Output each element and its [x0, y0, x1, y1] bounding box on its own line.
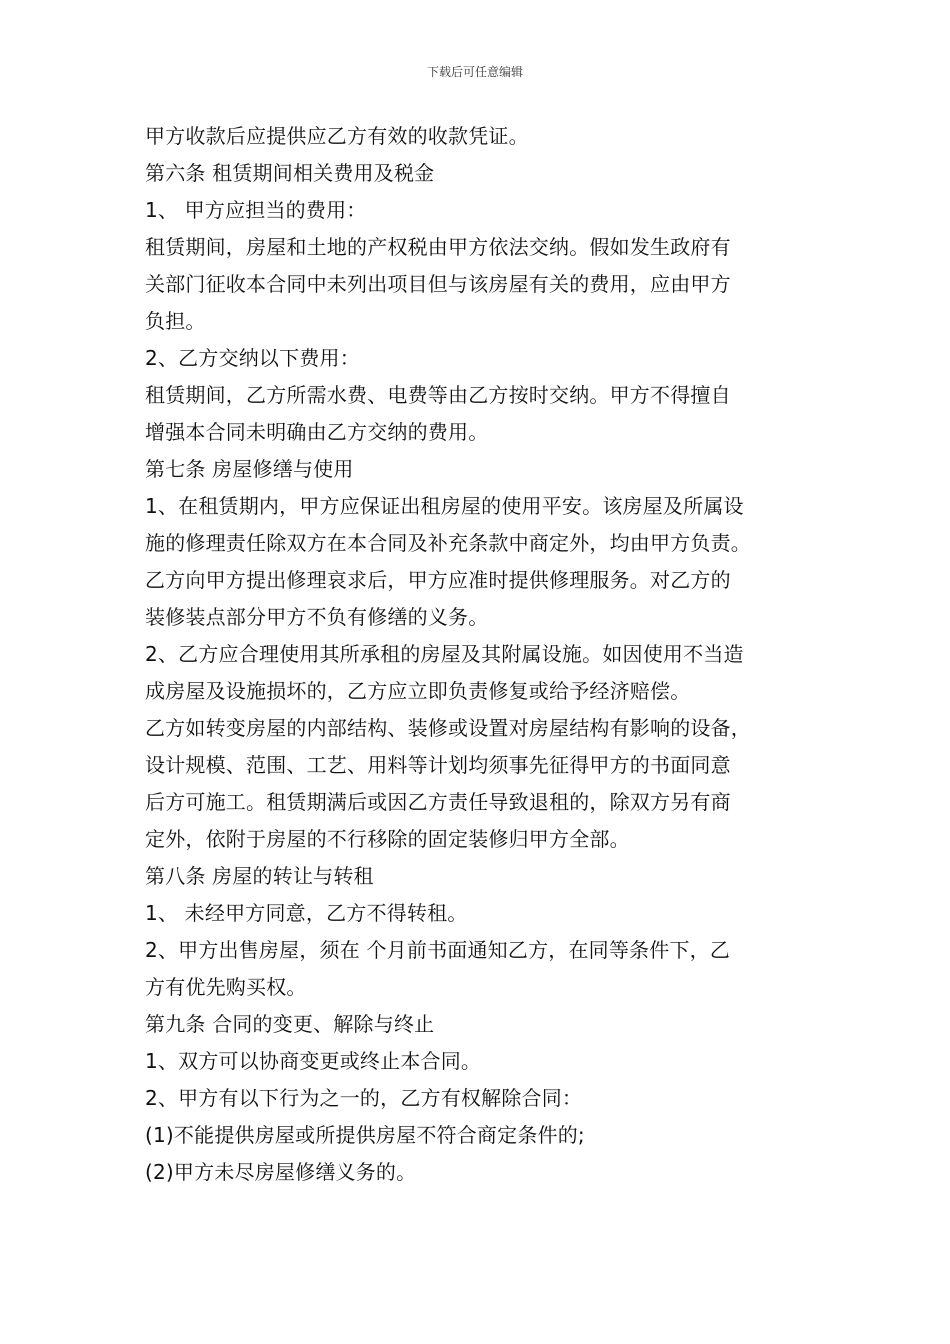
- text-line: 定外，依附于房屋的不行移除的固定装修归甲方全部。: [145, 827, 630, 851]
- text-line: 乙方如转变房屋的内部结构、装修或设置对房屋结构有影响的设备，: [145, 716, 751, 740]
- text-line: 1、在租赁期内，甲方应保证出租房屋的使用平安。该房屋及所属设: [145, 494, 744, 518]
- text-line: 租赁期间，乙方所需水费、电费等由乙方按时交纳。甲方不得擅自: [145, 383, 731, 407]
- text-line: 后方可施工。租赁期满后或因乙方责任导致退租的，除双方另有商: [145, 790, 731, 814]
- text-line: 乙方向甲方提出修理哀求后，甲方应准时提供修理服务。对乙方的: [145, 568, 731, 592]
- text-line: 2、乙方交纳以下费用：: [145, 346, 360, 370]
- text-line: (2)甲方未尽房屋修缮义务的。: [145, 1160, 417, 1184]
- text-line: 设计规模、范围、工艺、用料等计划均须事先征得甲方的书面同意: [145, 753, 731, 777]
- section-heading-7: 第七条 房屋修缮与使用: [145, 457, 354, 481]
- text-line: 租赁期间，房屋和土地的产权税由甲方依法交纳。假如发生政府有: [145, 235, 731, 259]
- text-line: 1、 甲方应担当的费用：: [145, 198, 367, 222]
- page-header: 下载后可任意编辑: [426, 65, 523, 79]
- document-body: [145, 118, 815, 1191]
- section-heading-6: 第六条 租赁期间相关费用及税金: [145, 161, 435, 185]
- text-line: 方有优先购买权。: [145, 975, 307, 999]
- text-line: 增强本合同未明确由乙方交纳的费用。: [145, 420, 489, 444]
- text-line: 负担。: [145, 309, 206, 333]
- section-heading-9: 第九条 合同的变更、解除与终止: [145, 1012, 435, 1036]
- text-line: 2、甲方出售房屋，须在 个月前书面通知乙方，在同等条件下，乙: [145, 938, 731, 962]
- text-line: 2、乙方应合理使用其所承租的房屋及其附属设施。如因使用不当造: [145, 642, 744, 666]
- text-line: 关部门征收本合同中未列出项目但与该房屋有关的费用，应由甲方: [145, 272, 731, 296]
- text-line: 2、甲方有以下行为之一的，乙方有权解除合同：: [145, 1086, 583, 1110]
- text-line: 装修装点部分甲方不负有修缮的义务。: [145, 605, 489, 629]
- text-line: 甲方收款后应提供应乙方有效的收款凭证。: [145, 124, 529, 148]
- text-line: 成房屋及设施损坏的，乙方应立即负责修复或给予经济赔偿。: [145, 679, 691, 703]
- section-heading-8: 第八条 房屋的转让与转租: [145, 864, 374, 888]
- text-line: 1、双方可以协商变更或终止本合同。: [145, 1049, 482, 1073]
- text-line: (1)不能提供房屋或所提供房屋不符合商定条件的;: [145, 1123, 585, 1147]
- text-line: 1、 未经甲方同意，乙方不得转租。: [145, 901, 468, 925]
- text-line: 施的修理责任除双方在本合同及补充条款中商定外，均由甲方负责。: [145, 531, 751, 555]
